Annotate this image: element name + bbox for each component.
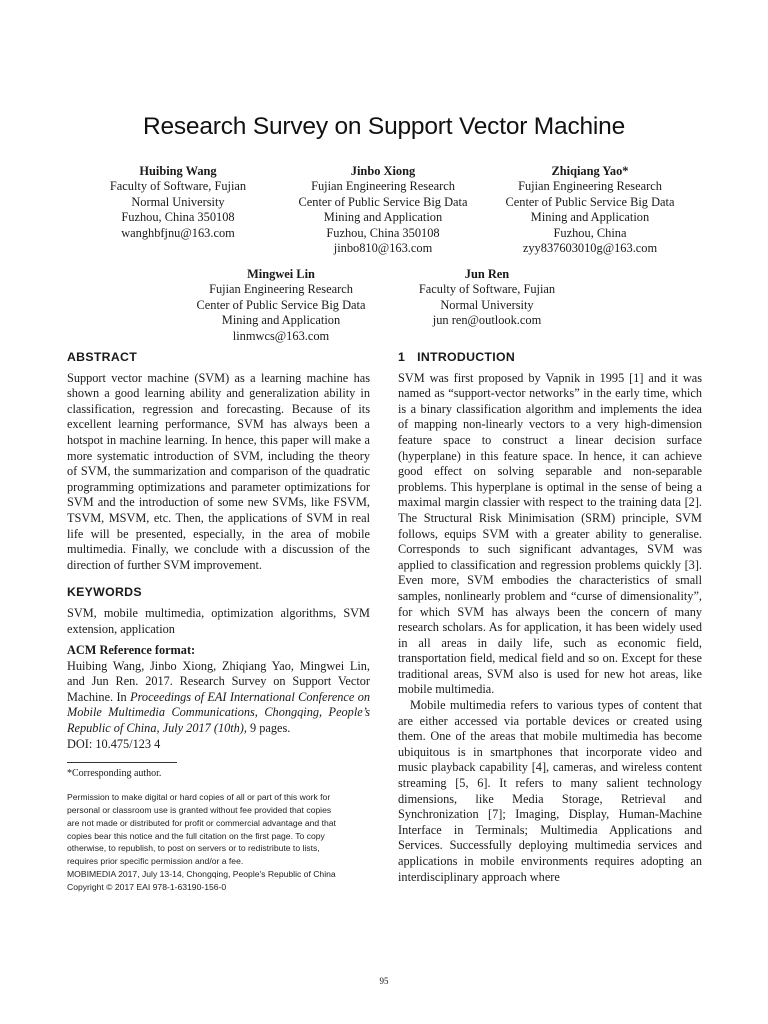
author-name: Zhiqiang Yao* — [551, 164, 629, 178]
author-email: jinbo810@163.com — [333, 241, 433, 256]
abstract-text: Support vector machine (SVM) as a learning machine has shown a good learning ability and generalization ability in classification, regression and forecasting. Because of its excellent learning performance, SVM has always been a hotspot in machine learning. In hence, this paper will make a more systematic introduction of SVM, including the theory of SVM, the summarization and comparison of the quadratic programming optimizations and parameter optimizations for SVM and the introduction of some new SVMs, like FSVM, TSVM, MSVM, etc. Then, the applications of SVM in real life will be presented, especially, in the area of mobile multimedia. Finally, we conclude with a discussion of the direction of further SVM improvement. — [67, 370, 370, 572]
permission-line: are not made or distributed for profit or commercial advantage and that — [67, 817, 336, 828]
author-affiliation: Center of Public Service Big Data — [505, 194, 675, 209]
author-affiliation: Mining and Application — [221, 313, 341, 328]
author-affiliation: Mining and Application — [323, 210, 443, 225]
doi: DOI: 10.475/123 4 — [67, 736, 161, 751]
author-affiliation: Normal University — [440, 297, 534, 312]
permission-line: copies bear this notice and the full citation on the first page. To copy — [67, 830, 325, 841]
author-affiliation: Mining and Application — [530, 210, 650, 225]
author-email: wanghbfjnu@163.com — [121, 225, 235, 240]
author-block — [490, 164, 690, 256]
author-name: Mingwei Lin — [247, 267, 315, 281]
conference-line: MOBIMEDIA 2017, July 13-14, Chongqing, People's Republic of China — [67, 869, 336, 880]
author-affiliation: Fujian Engineering Research — [311, 179, 455, 194]
author-affiliation: Normal University — [131, 194, 225, 209]
abstract-heading: ABSTRACT — [67, 350, 138, 364]
permission-line: otherwise, to republish, to post on servers or to redistribute to lists, — [67, 843, 320, 854]
author-affiliation: Faculty of Software, Fujian — [109, 179, 247, 194]
keywords-text: SVM, mobile multimedia, optimization algorithms, SVM extension, application — [67, 605, 370, 636]
author-block — [88, 164, 268, 241]
copyright-line: Copyright © 2017 EAI 978-1-63190-156-0 — [67, 881, 227, 892]
permission-line: Permission to make digital or hard copies of all or part of this work for — [67, 792, 331, 803]
author-block — [397, 267, 577, 329]
acm-reference-pages: 9 pages. — [246, 721, 291, 736]
author-affiliation: Fujian Engineering Research — [209, 282, 353, 297]
footnote-rule — [67, 762, 177, 763]
permission-notice — [67, 791, 370, 893]
keywords-heading: KEYWORDS — [67, 585, 142, 600]
author-affiliation: Faculty of Software, Fujian — [418, 282, 556, 297]
left-column — [67, 350, 370, 894]
right-column — [398, 350, 702, 885]
paper-title: Research Survey on Support Vector Machine — [142, 113, 626, 140]
author-address: Fuzhou, China — [553, 225, 627, 240]
author-block — [181, 267, 381, 344]
permission-line: requires prior specific permission and/or a fee. — [67, 856, 244, 867]
author-address: Fuzhou, China 350108 — [121, 210, 235, 225]
section-number: 1 — [398, 350, 406, 364]
author-name: Huibing Wang — [139, 164, 217, 178]
author-name: Jun Ren — [464, 267, 510, 281]
author-email: jun ren@outlook.com — [432, 313, 542, 328]
author-email: zyy837603010g@163.com — [522, 241, 658, 256]
acm-reference-heading: ACM Reference format: — [67, 643, 196, 658]
introduction-paragraph: Mobile multimedia refers to various types of content that are either accessed via portable devices or created using them. One of the areas that mobile multimedia has become ubiquitous is in smartphones that incorporate video and music playback capability [4], cameras, and wireless content streaming [5, 6]. It refers to many salient technology dimensions, like Media Storage, Retrieval and Synchronization [7]; Imaging, Display, Human-Machine Interface in Terminals; Multimedia Applications and Services. Successfully deploying multimedia services and applications in mobile environments requires adopting an interdisciplinary approach where — [398, 698, 702, 884]
introduction-heading — [398, 350, 702, 366]
permission-line: personal or classroom use is granted without fee provided that copies — [67, 805, 332, 816]
author-affiliation: Center of Public Service Big Data — [196, 297, 366, 312]
author-address: Fuzhou, China 350108 — [326, 225, 440, 240]
author-affiliation: Center of Public Service Big Data — [298, 194, 468, 209]
acm-reference-authors: Huibing Wang, Jinbo Xiong, Zhiqiang Yao, Mingwei Lin, and Jun Ren. 2017. Research Survey on Support Vector Machine. In — [67, 658, 370, 704]
author-name: Jinbo Xiong — [350, 164, 416, 178]
author-email: linmwcs@163.com — [232, 328, 330, 343]
page-number: 95 — [379, 976, 389, 986]
corresponding-author-footnote: *Corresponding author. — [67, 768, 162, 780]
section-title: INTRODUCTION — [417, 350, 516, 364]
introduction-paragraph: SVM was first proposed by Vapnik in 1995 [1] and it was named as “support-vector networks” in the early time, which is a binary classification algorithm and implements the idea of mapping non-linearly vectors to a very high-dimension feature space to construct a linear decision surface (hyperplane) in this feature space. In hence, it can achieve good effect on solving separable and non-separable problems. This hyperplane is optimal in the sense of being a maximal margin classier with respect to the training data [2]. The Structural Risk Minimisation (SRM) principle, SVM follows, equips SVM with a greater ability to generalise. Corresponds to such significant advantages, SVM was applied to classification and regression problems quickly [3]. Even more, SVM embodies the characteristics of small samples, nonlinearly problem and “curse of dimensionality”, for which SVM has always been the concern of many research scholars. As for application, it has been widely used in all areas in daily life, such as economic field, transportation field, medical field and so on. Except for these traditional areas, SVM also is used for new hot areas, like mobile multimedia. — [398, 370, 702, 697]
author-affiliation: Fujian Engineering Research — [518, 179, 662, 194]
acm-reference-text — [67, 659, 370, 737]
author-block — [283, 164, 483, 256]
acm-reference-venue: Proceedings of EAI International Conference on Mobile Multimedia Communications, Chongqing, People’s Republic of China, July 2017 (10th), — [67, 689, 370, 736]
